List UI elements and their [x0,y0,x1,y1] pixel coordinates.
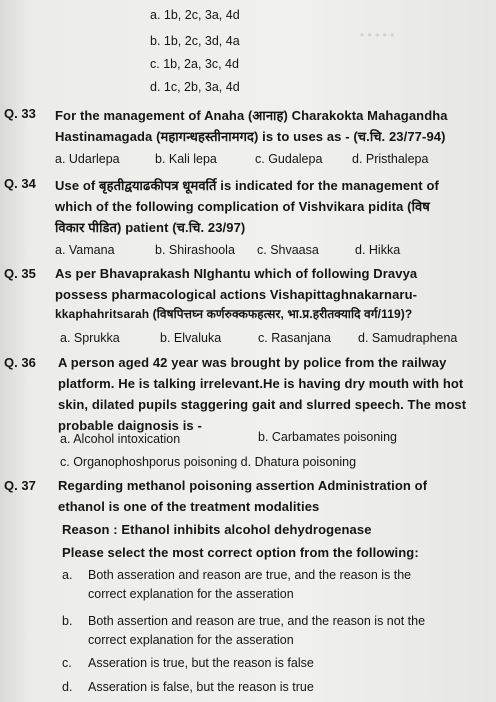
q37-option-a-text: correct explanation for the asseration [88,587,294,601]
q37-option-letter: a. [62,568,73,582]
q37-option-letter: b. [62,614,73,628]
q35-option-b: b. Elvaluka [160,331,222,345]
q34-number: Q. 34 [4,176,36,191]
q32-option-a: a. 1b, 2c, 3a, 4d [150,8,240,22]
q35-text-line: kkaphahritsarah (विषपित्तघ्न कर्णरुक्कफहत्सर, भा.प्र.हरीतक्यादि वर्ग/119)? [55,307,413,321]
q37-option-b-text: correct explanation for the asseration [88,633,294,647]
q37-option-letter: c. [62,656,72,670]
q33-option-a: a. Udarlepa [55,152,120,166]
q36-text-line: A person aged 42 year was brought by police from the railway [58,355,447,370]
q35-option-c: c. Rasanjana [258,331,331,345]
q35-option-a: a. Sprukka [60,331,120,345]
q33-option-d: d. Pristhalepa [352,152,429,166]
q34-option-c: c. Shvaasa [257,243,319,257]
q35-text-line: As per Bhavaprakash NIghantu which of following Dravya [55,266,418,281]
q37-instruction: Please select the most correct option from the following: [62,545,419,560]
q33-option-c: c. Gudalepa [255,152,323,166]
q36-option-b: b. Carbamates poisoning [258,430,397,444]
q35-number: Q. 35 [4,266,36,281]
q32-option-c: c. 1b, 2a, 3c, 4d [150,57,239,71]
q34-text-line: Use of बृहतीद्वयाढकीपत्र धूमवर्ति is indicated for the management of [55,178,439,193]
q34-option-d: d. Hikka [355,243,401,257]
q34-option-b: b. Shirashoola [155,243,235,257]
q37-option-letter: d. [62,680,73,694]
q37-option-b-text: Both assertion and reason are true, and the reason is not the [88,614,426,628]
q36-option-a: a. Alcohol intoxication [60,432,181,446]
q33-text-line: Hastinamagada (महागन्धहस्तीनामगद) is to uses as - (च.चि. 23/77-94) [55,129,446,144]
q37-reason: Reason : Ethanol inhibits alcohol dehydrogenase [62,522,372,537]
q36-number: Q. 36 [4,355,36,370]
q35-option-d: d. Samudraphena [358,331,458,345]
q37-text-line: ethanol is one of the treatment modalities [58,499,320,514]
q34-text-line: विकार पीडित) patient (च.चि. 23/97) [55,220,246,235]
q37-option-c-text: Asseration is true, but the reason is false [88,656,314,670]
q33-text-line: For the management of Anaha (आनाह) Charakokta Mahagandha [55,108,448,123]
q36-text-line: probable daignosis is - [58,418,202,433]
q37-option-d-text: Asseration is false, but the reason is true [88,680,314,694]
q36-text-line: platform. He is talking irrelevant.He is having dry mouth with hot [58,376,464,391]
q33-number: Q. 33 [4,106,36,121]
q34-text-line: which of the following complication of Vishvikara pidita (विष [55,199,430,214]
q32-option-b: b. 1b, 2c, 3d, 4a [150,34,240,48]
q32-option-d: d. 1c, 2b, 3a, 4d [150,80,240,94]
q35-text-line: possess pharmacological actions Vishapittaghnakarnaru- [55,287,418,302]
q34-option-a: a. Vamana [55,243,115,257]
q37-text-line: Regarding methanol poisoning assertion Administration of [58,478,428,493]
q37-option-a-text: Both asseration and reason are true, and the reason is the [88,568,412,582]
q36-option-c-d: c. Organophoshporus poisoning d. Dhatura poisoning [60,455,357,469]
q36-text-line: skin, dilated pupils staggering gait and slurred speech. The most [58,397,467,412]
show-through-text: • • • • • [360,28,395,42]
q33-option-b: b. Kali lepa [155,152,217,166]
q37-number: Q. 37 [4,478,36,493]
